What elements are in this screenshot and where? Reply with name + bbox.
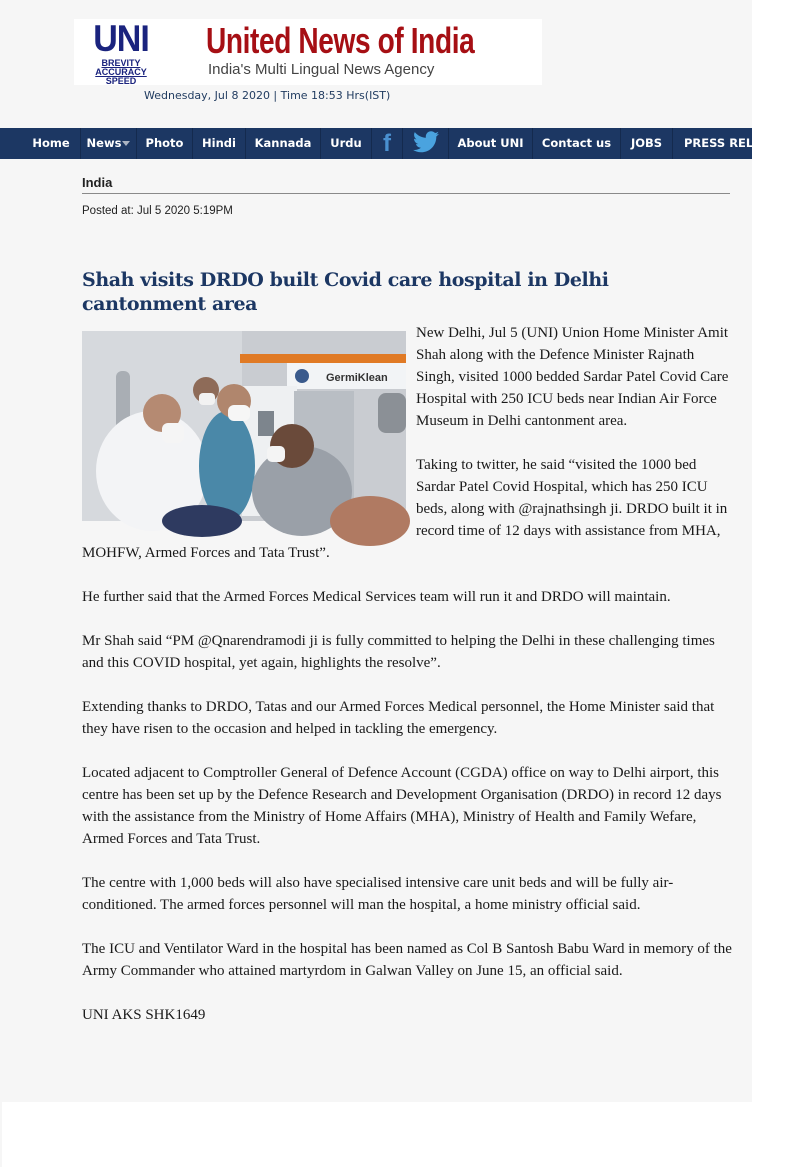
nav-urdu[interactable] bbox=[321, 128, 372, 159]
facebook-link[interactable] bbox=[372, 128, 403, 159]
date-time: Wednesday, Jul 8 2020 | Time 18:53 Hrs(IST) bbox=[144, 89, 391, 102]
site-title: United News of India bbox=[206, 20, 475, 61]
nav-label: Kannada bbox=[254, 136, 312, 150]
site-tagline: India's Multi Lingual News Agency bbox=[208, 61, 435, 78]
nav-label: Hindi bbox=[202, 136, 236, 150]
nav-news[interactable] bbox=[81, 128, 137, 159]
logo-motto-line: ACCURACY bbox=[95, 67, 147, 77]
nav-hindi[interactable] bbox=[193, 128, 246, 159]
photo-sign-text: GermiKlean bbox=[326, 372, 388, 384]
article-paragraph: He further said that the Armed Forces Medical Services team will run it and DRDO will maintain. bbox=[82, 589, 671, 605]
article-paragraph: Located adjacent to Comptroller General of Defence Account (CGDA) office on way to Delhi airport, this centre has been set up by the Defence Research and Development Organisation (DRDO) in record 12 days with the assistance from the Ministry of Home Affairs (MHA), Ministry of Health and Family Wefare, Armed Forces and Tata Trust. bbox=[82, 765, 722, 847]
site-logo[interactable] bbox=[74, 19, 542, 85]
nav-label: Photo bbox=[145, 136, 184, 150]
nav-home[interactable] bbox=[22, 128, 81, 159]
nav-kannada[interactable] bbox=[246, 128, 321, 159]
article-headline: Shah visits DRDO built Covid care hospital in Delhi cantonment area bbox=[82, 269, 609, 315]
facebook-icon: f bbox=[383, 130, 391, 157]
article-paragraph: New Delhi, Jul 5 (UNI) Union Home Minister Amit Shah along with the Defence Minister Rajnath Singh, visited 1000 bedded Sardar Patel Covid Care Hospital with 250 ICU beds near Indian Air Force Museum in Delhi cantonment area. bbox=[416, 325, 729, 429]
article-paragraph: Taking to twitter, he said “visited the 1000 bed Sardar Patel Covid Hospital, which has 250 ICU beds, along with @rajnathsingh ji. DRDO built it in record time of 12 days with assistance from MHA, MOHFW, Armed Forces and Tata Trust”. bbox=[82, 457, 728, 561]
nav-label: Contact us bbox=[541, 136, 612, 150]
posted-timestamp: Posted at: Jul 5 2020 5:19PM bbox=[82, 205, 233, 217]
article-paragraph: Extending thanks to DRDO, Tatas and our Armed Forces Medical personnel, the Home Minister said that they have risen to the occasion and helped in tackling the emergency. bbox=[82, 699, 715, 737]
nav-label: PRESS RELEASE bbox=[684, 136, 787, 150]
page-edge bbox=[0, 1102, 2, 1167]
twitter-icon bbox=[413, 131, 439, 153]
article-paragraph: The centre with 1,000 beds will also have specialised intensive care unit beds and will be fully air-conditioned. The armed forces personnel will man the hospital, a home ministry official said. bbox=[82, 875, 674, 913]
nav-label: Urdu bbox=[330, 136, 362, 150]
divider bbox=[82, 193, 730, 194]
article-body bbox=[82, 322, 732, 1048]
nav-label: JOBS bbox=[630, 136, 663, 150]
article-byline-code: UNI AKS SHK1649 bbox=[82, 1007, 206, 1023]
section-label[interactable]: India bbox=[82, 175, 113, 190]
photo-spacer bbox=[82, 322, 416, 532]
uni-logo-mark bbox=[88, 18, 154, 86]
nav-jobs[interactable] bbox=[621, 128, 673, 159]
uni-logo-text: UNI bbox=[93, 18, 149, 60]
nav-about-uni[interactable] bbox=[449, 128, 533, 159]
nav-photo[interactable] bbox=[137, 128, 193, 159]
nav-label: About UNI bbox=[457, 136, 524, 150]
logo-motto-line: BREVITY bbox=[101, 58, 141, 68]
logo-motto-line: SPEED bbox=[105, 76, 137, 86]
nav-label: Home bbox=[32, 136, 70, 150]
nav-press-release[interactable] bbox=[673, 128, 793, 159]
chevron-down-icon bbox=[122, 141, 130, 146]
main-nav bbox=[0, 128, 787, 159]
article-paragraph: Mr Shah said “PM @Qnarendramodi ji is fully committed to helping the Delhi in these challenging times and this COVID hospital, yet again, highlights the resolve”. bbox=[82, 633, 715, 671]
article-paragraph: The ICU and Ventilator Ward in the hospital has been named as Col B Santosh Babu Ward in memory of the Army Commander who attained martyrdom in Galwan Valley on June 15, an official said. bbox=[82, 941, 732, 979]
twitter-link[interactable] bbox=[403, 128, 449, 159]
nav-contact-us[interactable] bbox=[533, 128, 621, 159]
nav-label: News bbox=[86, 136, 122, 150]
